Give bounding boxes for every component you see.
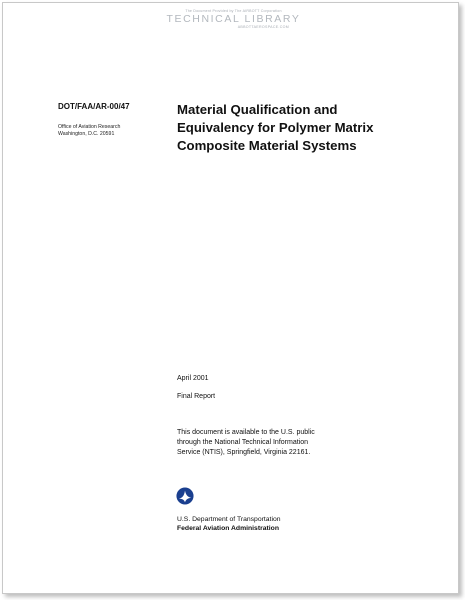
technical-library-banner xyxy=(166,9,301,37)
title-line-3: Composite Material Systems xyxy=(177,138,357,153)
document-title xyxy=(177,101,427,155)
dot-logo-icon xyxy=(176,487,194,505)
office-name: Office of Aviation Research xyxy=(58,124,121,130)
document-page xyxy=(2,2,459,594)
agency-block xyxy=(177,515,281,533)
availability-line-3: Service (NTIS), Springfield, Virginia 22161. xyxy=(177,449,311,456)
agency-department: U.S. Department of Transportation xyxy=(177,516,281,523)
availability-statement xyxy=(177,428,315,458)
report-number: DOT/FAA/AR-00/47 xyxy=(58,102,130,111)
availability-line-2: through the National Technical Information xyxy=(177,439,309,446)
banner-url: ABBOTTAEROSPACE.COM xyxy=(237,25,289,29)
report-type: Final Report xyxy=(177,393,216,400)
publication-date: April 2001 xyxy=(177,375,209,382)
banner-top-line: The Document Provided by The AIRBOTT Corporation xyxy=(185,9,282,13)
banner-title: TECHNICAL LIBRARY xyxy=(166,13,301,25)
office-address: Washington, D.C. 20591 xyxy=(58,131,115,137)
title-line-2: Equivalency for Polymer Matrix xyxy=(177,120,374,135)
title-line-1: Material Qualification and xyxy=(177,102,338,117)
agency-administration: Federal Aviation Administration xyxy=(177,525,279,532)
availability-line-1: This document is available to the U.S. public xyxy=(177,429,315,436)
office-block xyxy=(58,124,120,138)
